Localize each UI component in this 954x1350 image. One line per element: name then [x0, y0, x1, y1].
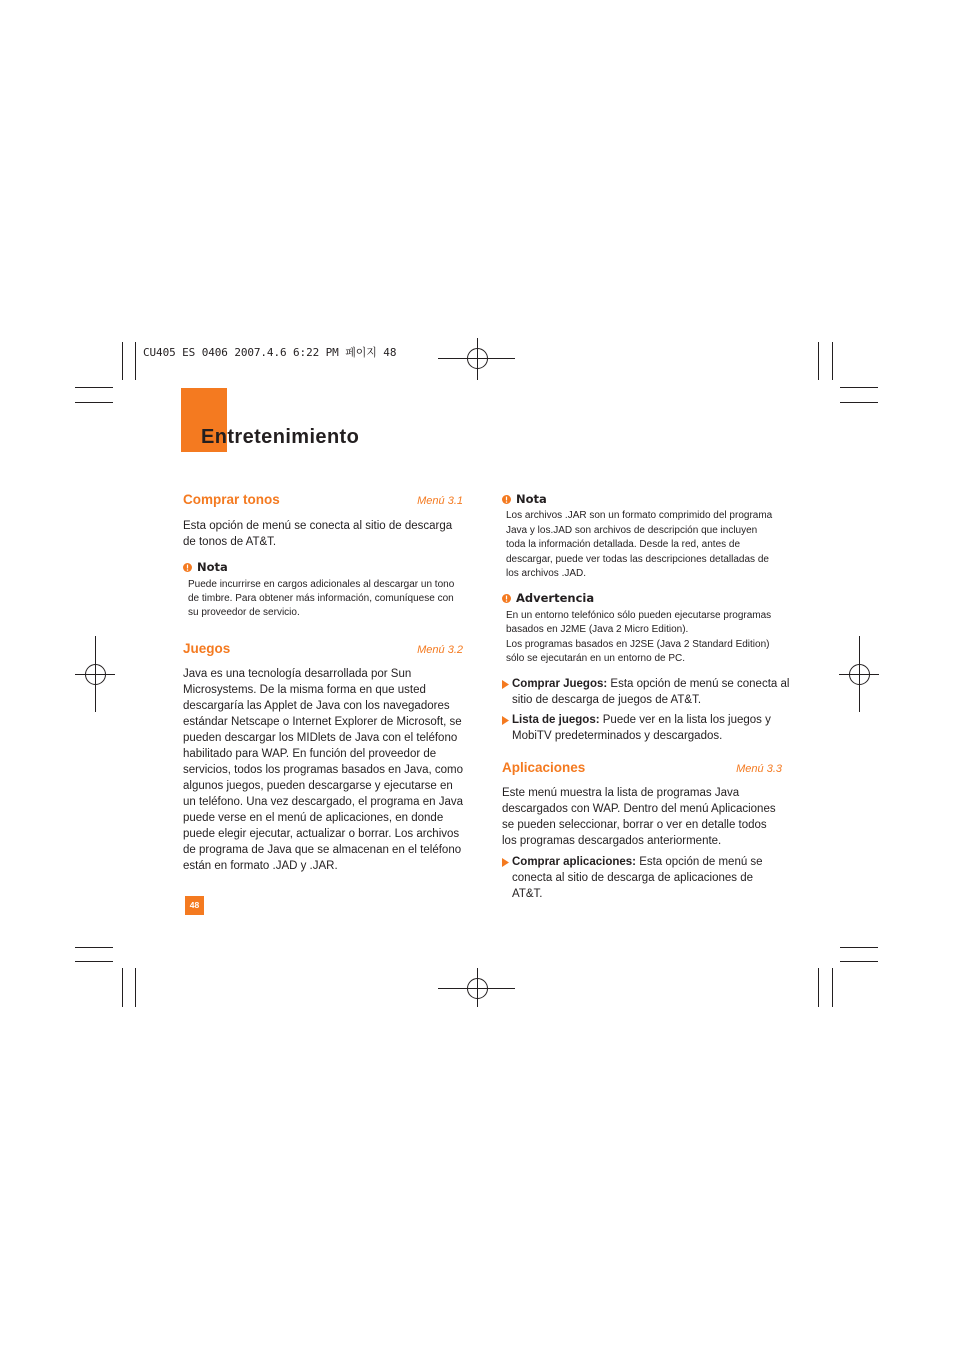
note-header	[502, 492, 547, 506]
text-line: Los programas basados en J2SE (Java 2 Standard Edition)	[506, 638, 770, 650]
triangle-bullet-icon	[502, 680, 509, 689]
text-line: de timbre. Para obtener más información, comuníquese con	[188, 593, 454, 604]
crop-marks-bottom-left	[75, 948, 136, 1008]
crop-marks-top-left	[75, 342, 136, 403]
heading-juegos: Juegos	[183, 641, 231, 656]
text-line: toda la información detallada. Desde la red, antes de	[506, 539, 741, 550]
bullet-line	[512, 712, 771, 728]
registration-mark-bottom	[438, 968, 515, 1007]
bullet-comprar-aplicaciones	[502, 854, 763, 902]
warning-header	[502, 591, 594, 605]
crop-marks-bottom-right	[819, 948, 879, 1008]
icon-shape	[502, 858, 509, 867]
text-line: Esta opción de menú se conecta al sitio de descarga	[183, 520, 453, 532]
menu-reference: Menú 3.3	[736, 763, 782, 775]
registration-mark-top	[438, 338, 515, 380]
exclamation-circle-icon	[502, 495, 511, 504]
paragraph-aplicaciones	[502, 785, 776, 849]
text-line: descargar, puede ver todas las descripciones detalladas de	[506, 553, 769, 565]
exclamation-circle-icon	[502, 594, 511, 603]
paragraph-comprar-tonos	[183, 518, 452, 550]
triangle-bullet-icon	[502, 858, 509, 867]
text-line: están en formato .JAD y .JAR.	[183, 860, 338, 872]
heading-comprar-tonos: Comprar tonos	[183, 492, 280, 507]
heading-aplicaciones: Aplicaciones	[502, 760, 586, 775]
bullet-text: Esta opción de menú se	[639, 856, 763, 868]
registration-mark-left	[75, 636, 115, 712]
icon-dot	[506, 501, 508, 503]
text-line: se pueden seleccionar, borrar o ver en detalle todos	[502, 819, 767, 831]
note-label: Nota	[197, 560, 228, 574]
page-number: 48	[185, 896, 204, 915]
bullet-label: Lista de juegos:	[512, 714, 600, 726]
icon-shape	[502, 680, 509, 689]
text-line: los programas descargados anteriormente.	[502, 835, 722, 847]
triangle-bullet-icon	[502, 716, 509, 725]
bullet-lista-juegos	[502, 712, 771, 744]
note-text	[188, 578, 454, 620]
note-label: Nota	[516, 492, 547, 506]
text-line: sólo se ejecutarán en un entorno de PC.	[506, 653, 686, 665]
text-line: descargaría las Applet de Java con los navegadores	[183, 700, 450, 712]
icon-mark	[187, 564, 188, 568]
text-line: pueden descargar los MIDlets de Java con el teléfono	[183, 732, 458, 744]
note-header	[183, 560, 228, 574]
bullet-label: Comprar aplicaciones:	[512, 856, 636, 868]
bullet-line: sitio de descarga de juegos de AT&T.	[512, 694, 702, 706]
text-line: algunos juegos, pueden descargarse y ejecutarse en	[183, 780, 453, 792]
text-line: un teléfono. Una vez descargado, el programa en Java	[183, 796, 464, 808]
text-line: Puede incurrirse en cargos adicionales al descargar un tono	[188, 579, 455, 590]
icon-mark	[506, 496, 507, 500]
bullet-line	[512, 676, 789, 692]
bullet-comprar-juegos	[502, 676, 789, 708]
text-line: Este menú muestra la lista de programas Java	[502, 787, 740, 799]
text-line: servicios, todos los programas basados en Java, como	[183, 764, 463, 776]
page-title: Entretenimiento	[201, 426, 360, 448]
text-line: de programa de Java que se almacenan en el teléfono	[183, 844, 462, 856]
registration-mark-right	[839, 636, 879, 712]
text-line: estándar Netscape o Internet Explorer de Microsoft, se	[183, 716, 462, 728]
text-line: su proveedor de servicio.	[188, 607, 300, 618]
crop-marks-top-right	[819, 342, 879, 403]
icon-shape	[502, 716, 509, 725]
print-slug: CU405 ES 0406 2007.4.6 6:22 PM 페이지 48	[143, 346, 397, 359]
warning-label: Advertencia	[516, 591, 595, 605]
bullet-line	[512, 854, 763, 870]
text-line: Java y los.JAD son archivos de descripción que incluyen	[506, 524, 758, 536]
text-line: basados en J2ME (Java 2 Micro Edition).	[506, 624, 689, 636]
paragraph-juegos	[183, 666, 463, 874]
menu-reference: Menú 3.2	[417, 644, 463, 656]
icon-mark	[506, 595, 507, 599]
text-line: Los archivos .JAR son un formato comprimido del programa	[506, 510, 773, 521]
text-line: puede elegir ejecutar, actualizar o borrar. Los archivos	[183, 828, 460, 840]
text-line: puede verse en el menú de aplicaciones, en donde	[183, 812, 444, 824]
bullet-text: Esta opción de menú se conecta al	[610, 678, 790, 690]
note-text	[506, 509, 772, 582]
bullet-line: conecta al sitio de descarga de aplicaciones de	[512, 872, 754, 884]
icon-dot	[187, 569, 189, 571]
text-line: Java es una tecnología desarrollada por Sun	[183, 668, 412, 680]
text-line: Microsystems. De la misma forma en que usted	[183, 684, 426, 696]
bullet-line: AT&T.	[512, 888, 543, 900]
text-line: En un entorno telefónico sólo pueden ejecutarse programas	[506, 610, 772, 621]
text-line: descargados con WAP. Dentro del menú Aplicaciones	[502, 803, 776, 815]
bullet-text: Puede ver en la lista los juegos y	[602, 714, 771, 726]
text-line: habilitado para WAP. En función del proveedor de	[183, 748, 437, 760]
exclamation-circle-icon	[183, 563, 192, 572]
icon-dot	[506, 600, 508, 602]
warning-text	[506, 609, 771, 667]
bullet-line: MobiTV predeterminados y descargados.	[512, 730, 723, 742]
text-line: de tonos de AT&T.	[183, 536, 277, 548]
text-line: los archivos .JAD.	[506, 568, 587, 579]
menu-reference: Menú 3.1	[417, 495, 463, 507]
bullet-label: Comprar Juegos:	[512, 678, 608, 690]
